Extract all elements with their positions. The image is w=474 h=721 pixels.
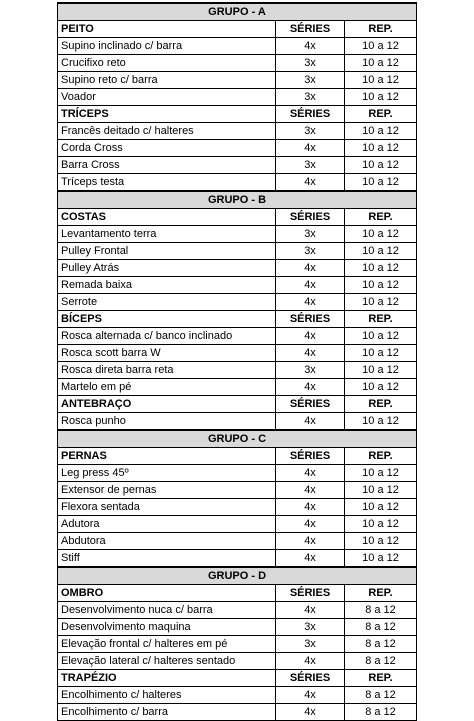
workout-table <box>57 2 417 721</box>
reps-value: 10 a 12 <box>345 482 417 499</box>
table-row <box>58 38 417 55</box>
exercise-name: Rosca direta barra reta <box>58 362 276 379</box>
table-row <box>58 157 417 174</box>
sets-value: 4x <box>276 345 345 362</box>
sets-value: 3x <box>276 243 345 260</box>
reps-value: 10 a 12 <box>345 550 417 568</box>
table-row <box>58 294 417 311</box>
group-title: GRUPO - C <box>58 430 417 448</box>
reps-column-header: REP. <box>345 106 417 123</box>
reps-value: 10 a 12 <box>345 38 417 55</box>
reps-value: 10 a 12 <box>345 362 417 379</box>
muscle-group-name: TRAPÉZIO <box>58 670 276 687</box>
exercise-name: Elevação lateral c/ halteres sentado <box>58 653 276 670</box>
table-row <box>58 362 417 379</box>
sets-column-header: SÉRIES <box>276 448 345 465</box>
sets-value: 3x <box>276 157 345 174</box>
sets-value: 4x <box>276 499 345 516</box>
sets-value: 4x <box>276 294 345 311</box>
table-row <box>58 704 417 721</box>
exercise-name: Serrote <box>58 294 276 311</box>
table-row <box>58 687 417 704</box>
reps-column-header: REP. <box>345 311 417 328</box>
exercise-name: Desenvolvimento nuca c/ barra <box>58 602 276 619</box>
table-row <box>58 653 417 670</box>
reps-value: 10 a 12 <box>345 413 417 431</box>
sets-value: 4x <box>276 516 345 533</box>
reps-value: 10 a 12 <box>345 174 417 192</box>
sets-value: 3x <box>276 362 345 379</box>
table-row <box>58 277 417 294</box>
section-header-row <box>58 209 417 226</box>
section-header-row <box>58 106 417 123</box>
exercise-name: Rosca alternada c/ banco inclinado <box>58 328 276 345</box>
reps-value: 10 a 12 <box>345 243 417 260</box>
exercise-name: Pulley Frontal <box>58 243 276 260</box>
section-header-row <box>58 396 417 413</box>
exercise-name: Rosca punho <box>58 413 276 431</box>
sets-value: 4x <box>276 38 345 55</box>
group-title: GRUPO - B <box>58 191 417 209</box>
sets-column-header: SÉRIES <box>276 106 345 123</box>
exercise-name: Francês deitado c/ halteres <box>58 123 276 140</box>
sets-value: 4x <box>276 277 345 294</box>
reps-value: 8 a 12 <box>345 636 417 653</box>
exercise-name: Abdutora <box>58 533 276 550</box>
reps-value: 10 a 12 <box>345 140 417 157</box>
exercise-name: Corda Cross <box>58 140 276 157</box>
table-row <box>58 226 417 243</box>
section-header-row <box>58 448 417 465</box>
table-row <box>58 140 417 157</box>
table-row <box>58 602 417 619</box>
reps-value: 10 a 12 <box>345 499 417 516</box>
muscle-group-name: PEITO <box>58 21 276 38</box>
reps-column-header: REP. <box>345 21 417 38</box>
section-header-row <box>58 311 417 328</box>
reps-value: 10 a 12 <box>345 516 417 533</box>
exercise-name: Extensor de pernas <box>58 482 276 499</box>
group-header-row <box>58 567 417 585</box>
table-row <box>58 174 417 192</box>
reps-value: 8 a 12 <box>345 704 417 721</box>
table-row <box>58 465 417 482</box>
sets-value: 4x <box>276 704 345 721</box>
workout-table-body <box>58 3 417 721</box>
sets-value: 4x <box>276 260 345 277</box>
sets-value: 4x <box>276 140 345 157</box>
muscle-group-name: TRÍCEPS <box>58 106 276 123</box>
group-header-row <box>58 430 417 448</box>
table-row <box>58 533 417 550</box>
reps-value: 8 a 12 <box>345 619 417 636</box>
table-row <box>58 260 417 277</box>
exercise-name: Supino inclinado c/ barra <box>58 38 276 55</box>
table-row <box>58 345 417 362</box>
reps-value: 10 a 12 <box>345 89 417 106</box>
sets-value: 4x <box>276 379 345 396</box>
muscle-group-name: COSTAS <box>58 209 276 226</box>
exercise-name: Supino reto c/ barra <box>58 72 276 89</box>
section-header-row <box>58 670 417 687</box>
exercise-name: Tríceps testa <box>58 174 276 192</box>
reps-value: 10 a 12 <box>345 72 417 89</box>
group-title: GRUPO - A <box>58 3 417 21</box>
reps-value: 10 a 12 <box>345 123 417 140</box>
exercise-name: Encolhimento c/ halteres <box>58 687 276 704</box>
exercise-name: Stiff <box>58 550 276 568</box>
sets-value: 4x <box>276 413 345 431</box>
sets-value: 4x <box>276 174 345 192</box>
reps-column-header: REP. <box>345 448 417 465</box>
sets-value: 4x <box>276 653 345 670</box>
group-title: GRUPO - D <box>58 567 417 585</box>
table-row <box>58 482 417 499</box>
exercise-name: Crucifixo reto <box>58 55 276 72</box>
sets-value: 4x <box>276 533 345 550</box>
reps-value: 10 a 12 <box>345 379 417 396</box>
reps-value: 10 a 12 <box>345 157 417 174</box>
table-row <box>58 123 417 140</box>
table-row <box>58 499 417 516</box>
muscle-group-name: OMBRO <box>58 585 276 602</box>
sets-value: 3x <box>276 72 345 89</box>
reps-column-header: REP. <box>345 670 417 687</box>
table-row <box>58 636 417 653</box>
table-row <box>58 72 417 89</box>
sets-value: 4x <box>276 602 345 619</box>
reps-value: 10 a 12 <box>345 328 417 345</box>
sets-column-header: SÉRIES <box>276 311 345 328</box>
muscle-group-name: PERNAS <box>58 448 276 465</box>
exercise-name: Pulley Atrás <box>58 260 276 277</box>
reps-column-header: REP. <box>345 585 417 602</box>
sets-value: 3x <box>276 89 345 106</box>
exercise-name: Encolhimento c/ barra <box>58 704 276 721</box>
section-header-row <box>58 21 417 38</box>
sets-value: 3x <box>276 123 345 140</box>
sets-value: 4x <box>276 687 345 704</box>
reps-value: 8 a 12 <box>345 602 417 619</box>
group-header-row <box>58 191 417 209</box>
sets-value: 4x <box>276 465 345 482</box>
sets-value: 4x <box>276 550 345 568</box>
exercise-name: Adutora <box>58 516 276 533</box>
reps-value: 10 a 12 <box>345 260 417 277</box>
sets-column-header: SÉRIES <box>276 585 345 602</box>
sets-column-header: SÉRIES <box>276 396 345 413</box>
table-row <box>58 516 417 533</box>
sets-value: 3x <box>276 55 345 72</box>
exercise-name: Barra Cross <box>58 157 276 174</box>
sets-value: 4x <box>276 482 345 499</box>
sets-value: 4x <box>276 328 345 345</box>
muscle-group-name: ANTEBRAÇO <box>58 396 276 413</box>
table-row <box>58 379 417 396</box>
exercise-name: Leg press 45º <box>58 465 276 482</box>
table-row <box>58 89 417 106</box>
reps-value: 10 a 12 <box>345 345 417 362</box>
exercise-name: Desenvolvimento maquina <box>58 619 276 636</box>
exercise-name: Martelo em pé <box>58 379 276 396</box>
table-row <box>58 550 417 568</box>
table-row <box>58 55 417 72</box>
sets-column-header: SÉRIES <box>276 209 345 226</box>
sets-value: 3x <box>276 636 345 653</box>
exercise-name: Remada baixa <box>58 277 276 294</box>
reps-value: 10 a 12 <box>345 226 417 243</box>
reps-value: 10 a 12 <box>345 465 417 482</box>
table-row <box>58 413 417 431</box>
exercise-name: Voador <box>58 89 276 106</box>
reps-value: 8 a 12 <box>345 653 417 670</box>
sets-column-header: SÉRIES <box>276 21 345 38</box>
reps-column-header: REP. <box>345 209 417 226</box>
exercise-name: Levantamento terra <box>58 226 276 243</box>
sets-value: 3x <box>276 226 345 243</box>
table-row <box>58 243 417 260</box>
reps-value: 10 a 12 <box>345 533 417 550</box>
exercise-name: Flexora sentada <box>58 499 276 516</box>
reps-column-header: REP. <box>345 396 417 413</box>
section-header-row <box>58 585 417 602</box>
table-row <box>58 328 417 345</box>
table-row <box>58 619 417 636</box>
exercise-name: Elevação frontal c/ halteres em pé <box>58 636 276 653</box>
reps-value: 10 a 12 <box>345 294 417 311</box>
exercise-name: Rosca scott barra W <box>58 345 276 362</box>
sets-value: 3x <box>276 619 345 636</box>
sets-column-header: SÉRIES <box>276 670 345 687</box>
reps-value: 10 a 12 <box>345 277 417 294</box>
muscle-group-name: BÍCEPS <box>58 311 276 328</box>
group-header-row <box>58 3 417 21</box>
reps-value: 8 a 12 <box>345 687 417 704</box>
reps-value: 10 a 12 <box>345 55 417 72</box>
